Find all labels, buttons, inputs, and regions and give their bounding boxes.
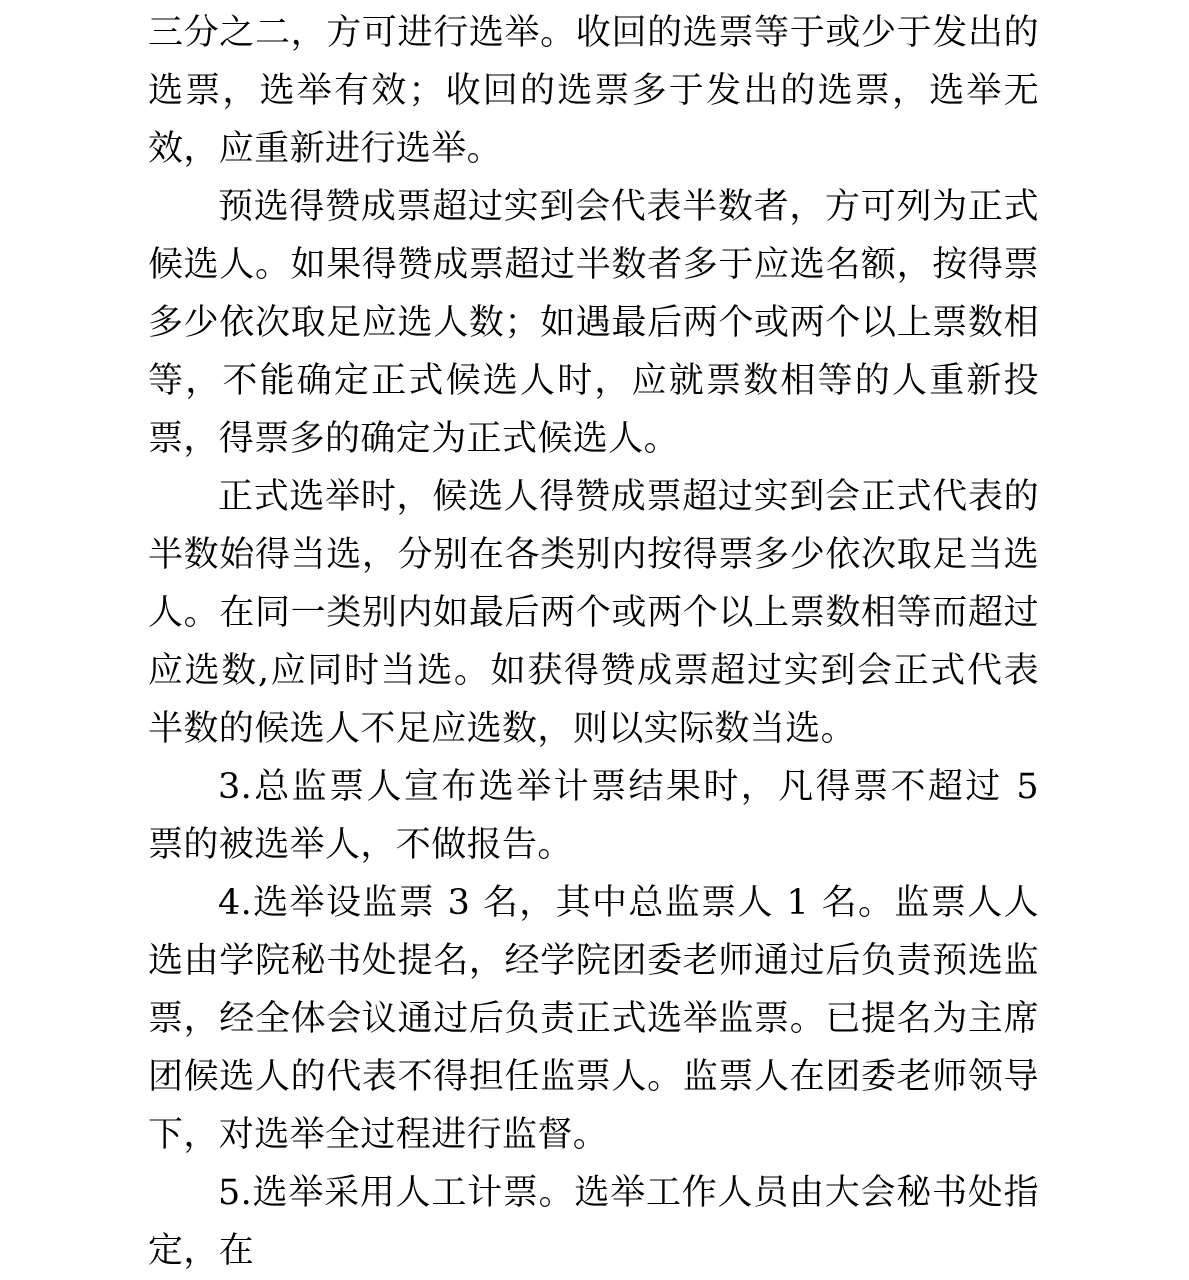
paragraph-continued-voting-validity: 三分之二，方可进行选举。收回的选票等于或少于发出的选票，选举有效；收回的选票多于发出的选票，选举无效，应重新进行选举。 — [148, 13, 1039, 169]
paragraph-item-3: 3.总监票人宣布选举计票结果时，凡得票不超过 5 票的被选举人，不做报告。 — [148, 767, 1039, 865]
paragraph-item-4: 4.选举设监票 3 名，其中总监票人 1 名。监票人人选由学院秘书处提名，经学院团委老师通过后负责预选监票，经全体会议通过后负责正式选举监票。已提名为主席团候选人的代表不得担任监票人。监票人在团委老师领导下，对选举全过程进行监督。 — [148, 883, 1039, 1155]
paragraph-formal-election: 正式选举时，候选人得赞成票超过实到会正式代表的半数始得当选，分别在各类别内按得票多少依次取足当选人。在同一类别内如最后两个或两个以上票数相等而超过应选数,应同时当选。如获得赞成票超过实到会正式代表半数的候选人不足应选数，则以实际数当选。 — [148, 477, 1039, 749]
paragraph-preliminary-election: 预选得赞成票超过实到会代表半数者，方可列为正式候选人。如果得赞成票超过半数者多于应选名额，按得票多少依次取足应选人数；如遇最后两个或两个以上票数相等，不能确定正式候选人时，应就票数相等的人重新投票，得票多的确定为正式候选人。 — [148, 187, 1039, 459]
document-body — [148, 0, 1039, 1280]
paragraph-item-5: 5.选举采用人工计票。选举工作人员由大会秘书处指定，在 — [148, 1173, 1039, 1271]
